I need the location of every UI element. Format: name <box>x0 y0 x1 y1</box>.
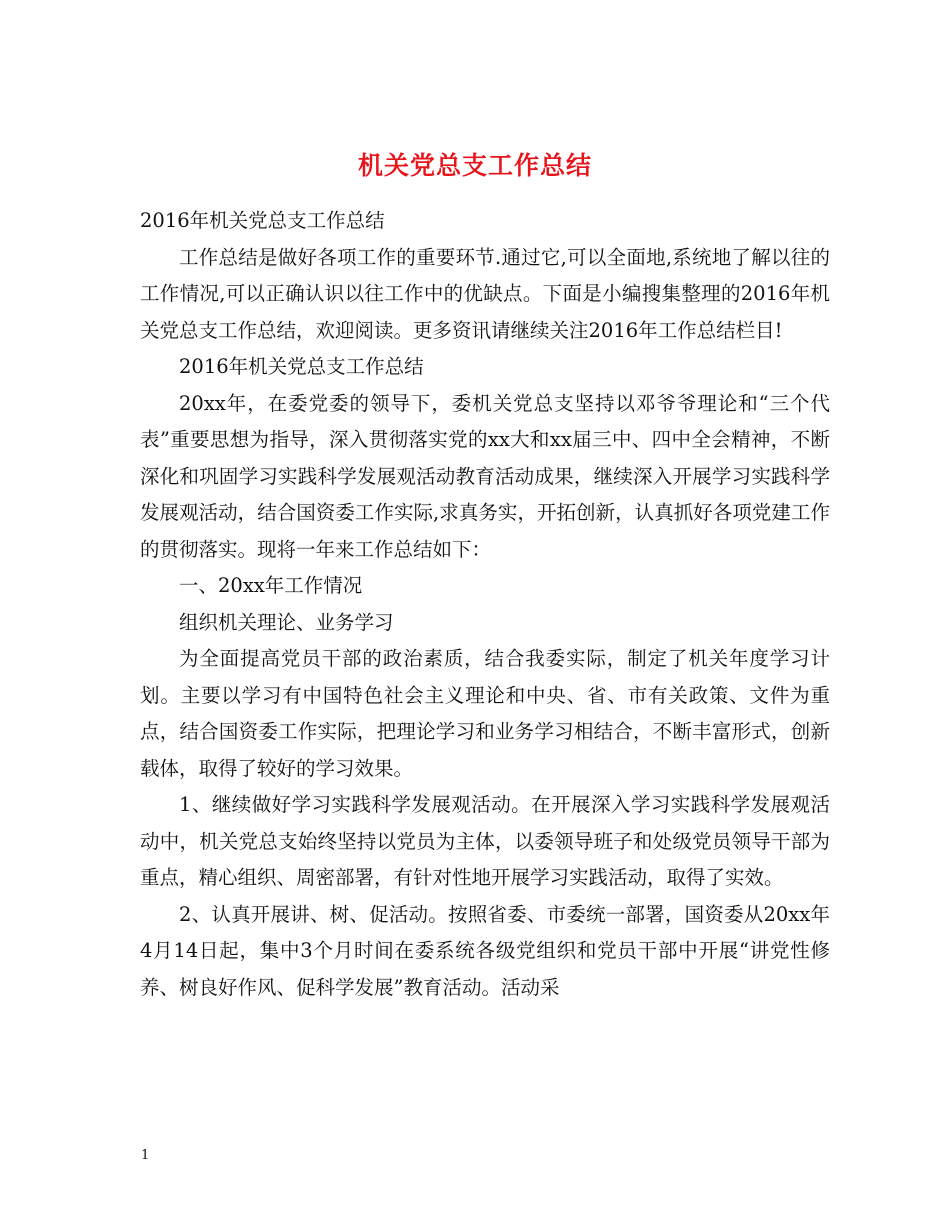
section-heading: 2016年机关党总支工作总结 <box>179 355 424 378</box>
subsection-heading: 组织机关理论、业务学习 <box>179 610 394 634</box>
body-paragraph: 20xx年，在委党委的领导下，委机关党总支坚持以邓爷爷理论和“三个代表”重要思想为指导，深入贯彻落实党的xx大和xx届三中、四中全会精神，不断深化和巩固学习实践科学发展观活动教育活动成果，继续深入开展学习实践科学发展观活动，结合国资委工作实际,求真务实，开拓创新，认真抓好各项党建工作的贯彻落实。现将一年来工作总结如下： <box>140 391 830 561</box>
section-heading: 一、20xx年工作情况 <box>179 574 363 597</box>
body-paragraph: 2、认真开展讲、树、促活动。按照省委、市委统一部署，国资委从20xx年4月14日起，集中3个月时间在委系统各级党组织和党员干部中开展“讲党性修养、树良好作风、促科学发展”教育活动。活动采 <box>140 902 830 999</box>
page-number: 1 <box>141 1148 150 1163</box>
subtitle-line: 2016年机关党总支工作总结 <box>140 209 385 232</box>
document-body <box>140 203 830 1006</box>
body-paragraph: 1、继续做好学习实践科学发展观活动。在开展深入学习实践科学发展观活动中，机关党总支始终坚持以党员为主体，以委领导班子和处级党员领导干部为重点，精心组织、周密部署，有针对性地开展学习实践活动，取得了实效。 <box>140 793 830 889</box>
body-paragraph: 为全面提高党员干部的政治素质，结合我委实际，制定了机关年度学习计划。主要以学习有中国特色社会主义理论和中央、省、市有关政策、文件为重点，结合国资委工作实际，把理论学习和业务学习相结合，不断丰富形式，创新载体，取得了较好的学习效果。 <box>140 647 830 780</box>
document-title: 机关党总支工作总结 <box>357 150 592 180</box>
intro-paragraph: 工作总结是做好各项工作的重要环节.通过它,可以全面地,系统地了解以往的工作情况,可以正确认识以往工作中的优缺点。下面是小编搜集整理的2016年机关党总支工作总结，欢迎阅读。更多资讯请继续关注2016年工作总结栏目! <box>140 245 830 342</box>
